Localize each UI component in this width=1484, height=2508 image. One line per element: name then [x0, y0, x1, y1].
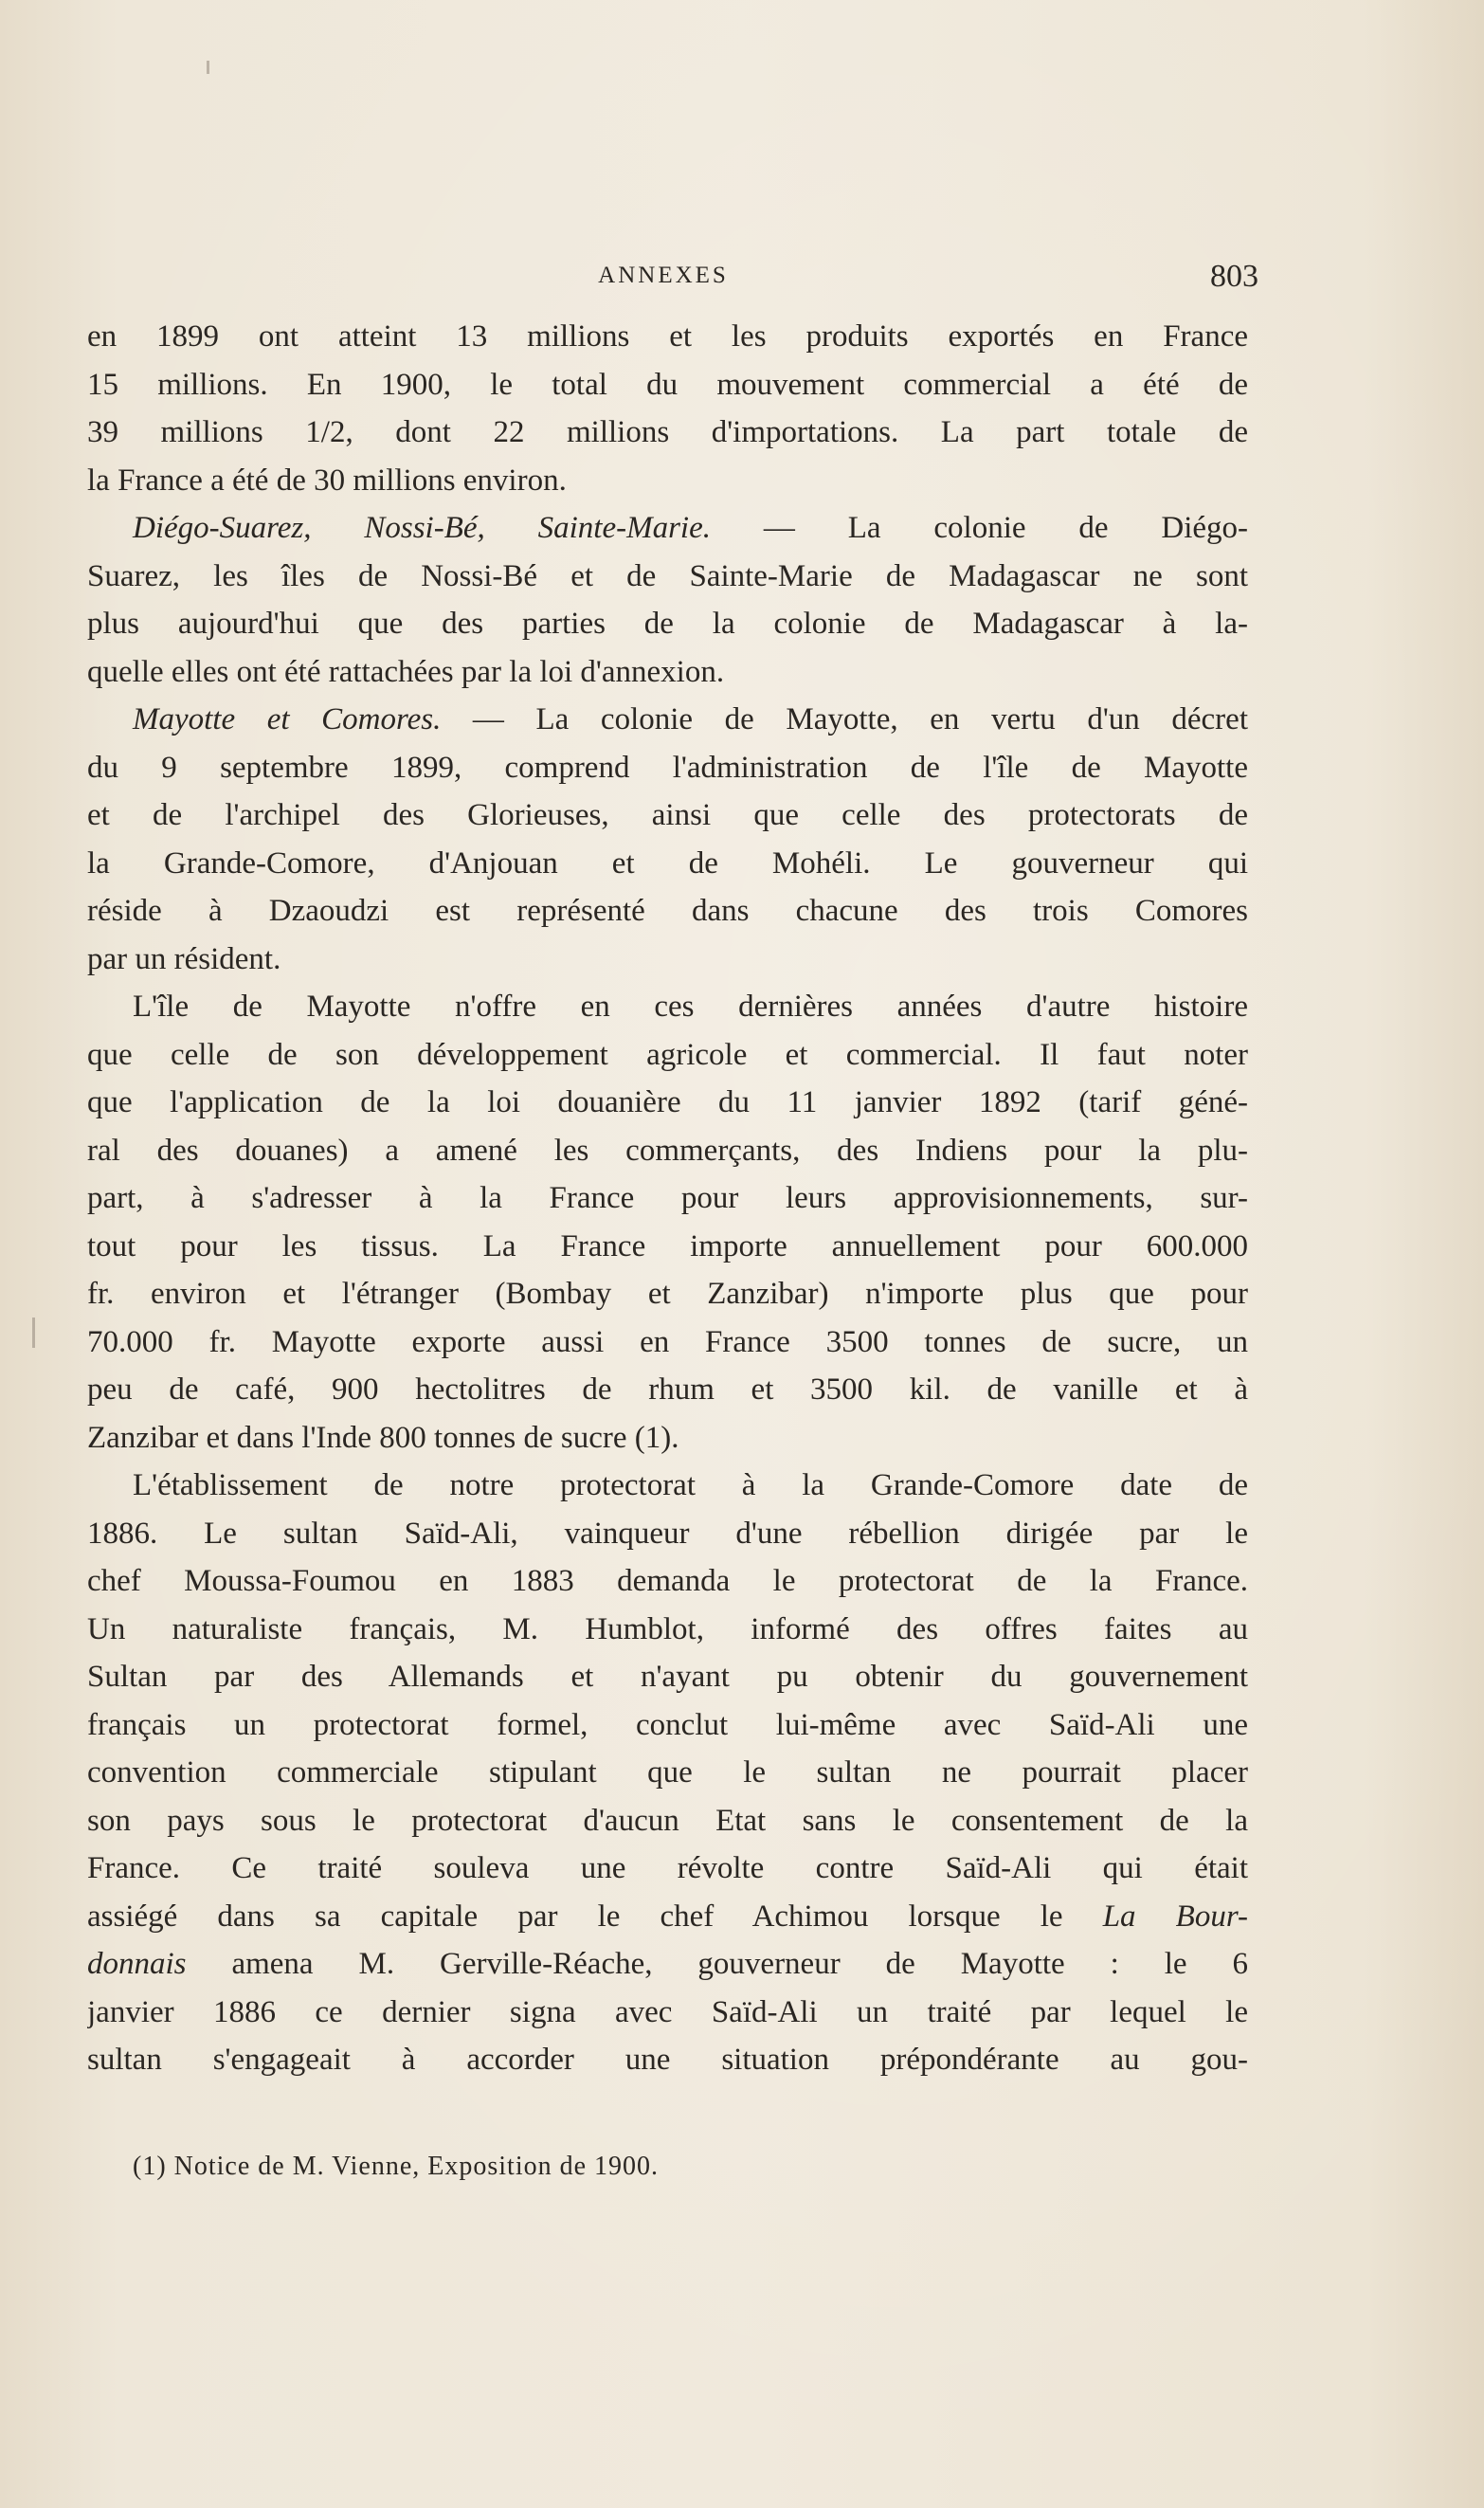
text-line: tout pour les tissus. La France importe annuellement pour 600.000	[87, 1228, 1248, 1263]
text-line: 15 millions. En 1900, le total du mouvement commercial a été de	[87, 367, 1248, 402]
text-line: Sultan par des Allemands et n'ayant pu obtenir du gouvernement	[87, 1660, 1248, 1694]
text-line: part, à s'adresser à la France pour leurs approvisionnements, sur-	[87, 1181, 1248, 1215]
text-line: 70.000 fr. Mayotte exporte aussi en France 3500 tonnes de sucre, un	[87, 1324, 1248, 1359]
text-line: fr. environ et l'étranger (Bombay et Zanzibar) n'importe plus que pour	[87, 1277, 1248, 1311]
text-line: janvier 1886 ce dernier signa avec Saïd-Ali un traité par lequel le	[87, 1994, 1248, 2029]
margin-mark	[207, 61, 209, 74]
text-line: 1886. Le sultan Saïd-Ali, vainqueur d'une rébellion dirigée par le	[87, 1516, 1248, 1551]
text-line: plus aujourd'hui que des parties de la colonie de Madagascar à la-	[87, 607, 1248, 641]
text-line: sultan s'engageait à accorder une situation prépondérante au gou-	[87, 2043, 1248, 2077]
footnote: (1) Notice de M. Vienne, Exposition de 1900.	[133, 2152, 660, 2181]
running-head	[76, 259, 1258, 297]
text-line: du 9 septembre 1899, comprend l'administration de l'île de Mayotte	[87, 750, 1248, 785]
text-line: L'île de Mayotte n'offre en ces dernières années d'autre histoire	[133, 990, 1248, 1024]
text-line: donnais amena M. Gerville-Réache, gouverneur de Mayotte : le 6	[87, 1947, 1248, 1981]
text-line: que l'application de la loi douanière du 11 janvier 1892 (tarif géné-	[87, 1085, 1248, 1119]
text-line: et de l'archipel des Glorieuses, ainsi que celle des protectorats de	[87, 798, 1248, 832]
text-line: Suarez, les îles de Nossi-Bé et de Sainte-Marie de Madagascar ne sont	[87, 558, 1248, 593]
text-line: 39 millions 1/2, dont 22 millions d'importations. La part totale de	[87, 415, 1248, 449]
text-line: quelle elles ont été rattachées par la loi d'annexion.	[87, 654, 725, 689]
text-line: France. Ce traité souleva une révolte contre Saïd-Ali qui était	[87, 1851, 1248, 1885]
text-line: chef Moussa-Foumou en 1883 demanda le protectorat de la France.	[87, 1564, 1248, 1598]
text-line: par un résident.	[87, 941, 281, 976]
margin-mark	[32, 1318, 35, 1348]
body-text	[87, 313, 1248, 2084]
text-line: assiégé dans sa capitale par le chef Achimou lorsque le La Bour-	[87, 1899, 1248, 1934]
text-line: peu de café, 900 hectolitres de rhum et 3500 kil. de vanille et à	[87, 1372, 1248, 1407]
text-line: convention commerciale stipulant que le sultan ne pourrait placer	[87, 1755, 1248, 1790]
text-line: L'établissement de notre protectorat à la Grande-Comore date de	[133, 1468, 1248, 1502]
running-title: ANNEXES	[598, 263, 729, 288]
text-line: la Grande-Comore, d'Anjouan et de Mohéli. Le gouverneur qui	[87, 845, 1248, 881]
text-line: la France a été de 30 millions environ.	[87, 463, 567, 498]
text-line: son pays sous le protectorat d'aucun Etat sans le consentement de la	[87, 1803, 1248, 1838]
text-line: Diégo-Suarez, Nossi-Bé, Sainte-Marie. — La colonie de Diégo-	[133, 511, 1248, 545]
text-line: français un protectorat formel, conclut lui-même avec Saïd-Ali une	[87, 1707, 1248, 1742]
page-number: 803	[1210, 259, 1258, 294]
text-line: réside à Dzaoudzi est représenté dans chacune des trois Comores	[87, 894, 1248, 928]
text-line: ral des douanes) a amené les commerçants, des Indiens pour la plu-	[87, 1133, 1248, 1168]
text-line: en 1899 ont atteint 13 millions et les produits exportés en France	[87, 319, 1248, 354]
text-line: Zanzibar et dans l'Inde 800 tonnes de sucre (1).	[87, 1420, 679, 1455]
text-line: Mayotte et Comores. — La colonie de Mayotte, en vertu d'un décret	[133, 702, 1248, 736]
text-line: que celle de son développement agricole et commercial. Il faut noter	[87, 1037, 1248, 1072]
text-line: Un naturaliste français, M. Humblot, informé des offres faites au	[87, 1611, 1248, 1646]
